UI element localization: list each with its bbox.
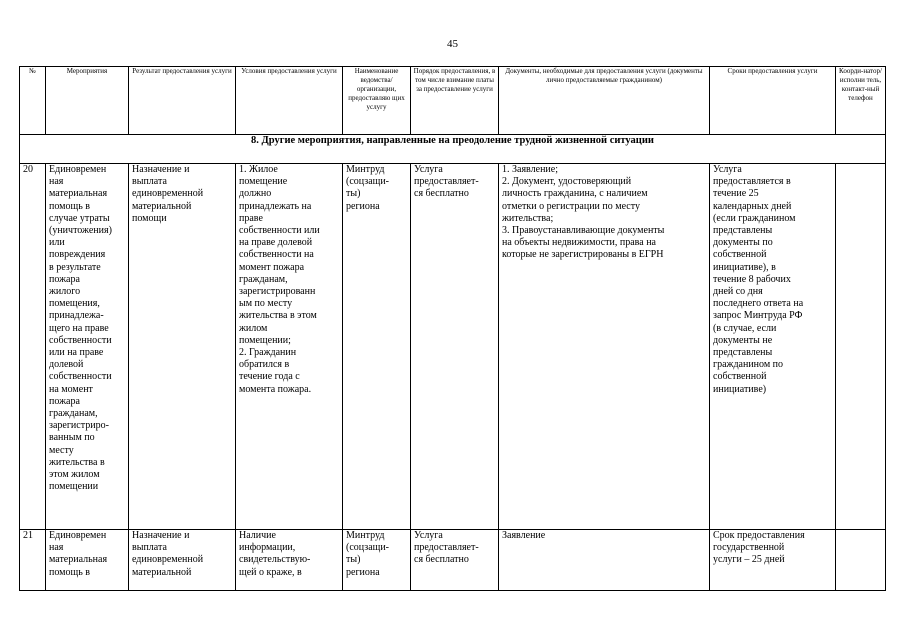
- cell-line: обратился в: [239, 359, 290, 371]
- cell-procedure: [411, 530, 499, 591]
- cell-line: ты): [346, 188, 361, 200]
- cell-line: собственной: [713, 249, 767, 261]
- header-number: №: [20, 67, 46, 135]
- cell-line: помощь в: [49, 200, 90, 212]
- cell-line: гражданам,: [49, 408, 98, 420]
- cell-line: (соцзащи-: [346, 176, 390, 188]
- line-list: [49, 530, 125, 579]
- cell-line: жительства в этом: [239, 310, 317, 322]
- cell-line: информации,: [239, 542, 296, 554]
- cell-event: [46, 164, 129, 530]
- cell-line: отметки о регистрации по месту: [502, 200, 640, 212]
- cell-line: которые не зарегистрированы в ЕГРН: [502, 249, 664, 261]
- cell-line: или на праве: [49, 347, 104, 359]
- header-procedure: Порядок предоставления, в том числе взимание платы за предоставление услуги: [411, 67, 499, 135]
- cell-line: инициативе), в: [713, 261, 776, 273]
- cell-result: [129, 530, 236, 591]
- cell-line: документы не: [713, 334, 773, 346]
- cell-line: выплата: [132, 542, 167, 554]
- cell-line: жительства в: [49, 456, 105, 468]
- cell-line: региона: [346, 566, 380, 578]
- header-documents: Документы, необходимые для предоставления услуги (документы лично предоставляемые гражданином): [499, 67, 710, 135]
- cell-line: последнего ответа на: [713, 298, 804, 310]
- cell-line: материальной: [132, 566, 192, 578]
- cell-line: жилого: [49, 286, 81, 298]
- cell-line: 2. Гражданин: [239, 347, 297, 359]
- cell-line: Единовремен: [49, 530, 107, 541]
- row-number: 21: [20, 530, 46, 591]
- cell-line: Услуга: [713, 164, 742, 175]
- cell-line: предоставляет-: [414, 176, 479, 188]
- cell-line: Минтруд: [346, 530, 385, 541]
- cell-line: щей о краже, в: [239, 566, 302, 578]
- cell-line: ная: [49, 542, 64, 554]
- cell-line: на праве долевой: [239, 237, 313, 249]
- cell-line: Заявление: [502, 530, 546, 541]
- cell-line: предоставляется в: [713, 176, 791, 188]
- cell-line: собственности: [49, 334, 112, 346]
- cell-line: жилом: [239, 322, 268, 334]
- cell-line: государственной: [713, 542, 785, 554]
- line-list: [713, 530, 832, 567]
- cell-line: инициативе): [713, 383, 767, 395]
- cell-line: зарегистриро-: [49, 420, 109, 432]
- cell-line: региона: [346, 200, 380, 212]
- cell-conditions: [236, 530, 343, 591]
- cell-line: помещение: [239, 176, 288, 188]
- cell-line: принадлежать на: [239, 200, 312, 212]
- cell-line: (соцзащи-: [346, 542, 390, 554]
- line-list: [414, 164, 495, 201]
- cell-line: случае утраты: [49, 212, 110, 224]
- cell-line: 1. Жилое: [239, 164, 278, 175]
- line-list: [239, 530, 339, 579]
- line-list: [502, 530, 706, 542]
- cell-line: момент пожара: [239, 261, 305, 273]
- cell-line: календарных дней: [713, 200, 792, 212]
- cell-line: Назначение и: [132, 164, 190, 175]
- cell-line: момента пожара.: [239, 383, 312, 395]
- cell-line: собственности или: [239, 225, 320, 237]
- header-agency: Наименование ведомства/ организации, предоставляю щих услугу: [343, 67, 411, 135]
- line-list: [239, 164, 339, 396]
- line-list: [49, 164, 125, 493]
- section-row: [20, 135, 886, 164]
- cell-line: единовременной: [132, 188, 204, 200]
- services-table: [19, 66, 886, 591]
- cell-line: (если гражданином: [713, 212, 796, 224]
- cell-line: (уничтожения): [49, 225, 112, 237]
- header-row: [20, 67, 886, 135]
- cell-line: единовременной: [132, 554, 204, 566]
- line-list: [132, 164, 232, 225]
- cell-line: собственности на: [239, 249, 314, 261]
- cell-coordinator: [836, 530, 886, 591]
- cell-line: выплата: [132, 176, 167, 188]
- row-number: 20: [20, 164, 46, 530]
- cell-line: услуги – 25 дней: [713, 554, 785, 566]
- cell-line: месту: [49, 444, 74, 456]
- cell-line: 3. Правоустанавливающие документы: [502, 225, 665, 237]
- cell-line: Услуга: [414, 164, 443, 175]
- cell-line: течение 25: [713, 188, 759, 200]
- cell-line: пожара: [49, 273, 80, 285]
- line-list: [713, 164, 832, 396]
- cell-line: принадлежа-: [49, 310, 104, 322]
- cell-line: щего на праве: [49, 322, 109, 334]
- header-result: Результат предоставления услуги: [129, 67, 236, 135]
- cell-line: Срок предоставления: [713, 530, 805, 541]
- cell-line: ная: [49, 176, 64, 188]
- cell-line: Услуга: [414, 530, 443, 541]
- cell-line: гражданином по: [713, 359, 784, 371]
- line-list: [346, 164, 407, 213]
- cell-line: ванным по: [49, 432, 95, 444]
- cell-line: помещении;: [239, 334, 291, 346]
- cell-line: материальная: [49, 554, 108, 566]
- cell-line: Назначение и: [132, 530, 190, 541]
- cell-agency: [343, 164, 411, 530]
- cell-line: запрос Минтруда РФ: [713, 310, 803, 322]
- cell-terms: [710, 530, 836, 591]
- cell-line: дней со дня: [713, 286, 763, 298]
- line-list: [502, 164, 706, 262]
- header-terms: Сроки предоставления услуги: [710, 67, 836, 135]
- cell-line: ся бесплатно: [414, 188, 469, 200]
- cell-line: ся бесплатно: [414, 554, 469, 566]
- cell-coordinator: [836, 164, 886, 530]
- cell-line: собственности: [49, 371, 112, 383]
- cell-line: долевой: [49, 359, 84, 371]
- cell-event: [46, 530, 129, 591]
- cell-line: пожара: [49, 395, 80, 407]
- cell-line: представлены: [713, 347, 773, 359]
- cell-line: гражданам,: [239, 273, 288, 285]
- cell-line: на момент: [49, 383, 93, 395]
- cell-line: повреждения: [49, 249, 106, 261]
- cell-line: помощь в: [49, 566, 90, 578]
- table-row: [20, 530, 886, 591]
- cell-line: праве: [239, 212, 263, 224]
- line-list: [132, 530, 232, 579]
- cell-line: или: [49, 237, 65, 249]
- cell-terms: [710, 164, 836, 530]
- cell-line: собственной: [713, 371, 767, 383]
- cell-line: на объекты недвижимости, права на: [502, 237, 656, 249]
- cell-line: жительства;: [502, 212, 554, 224]
- cell-line: течение года с: [239, 371, 300, 383]
- table-row: [20, 164, 886, 530]
- cell-line: материальная: [49, 188, 108, 200]
- cell-line: зарегистрированн: [239, 286, 316, 298]
- line-list: [346, 530, 407, 579]
- cell-result: [129, 164, 236, 530]
- cell-procedure: [411, 164, 499, 530]
- cell-line: свидетельствую-: [239, 554, 311, 566]
- header-conditions: Условия предоставления услуги: [236, 67, 343, 135]
- cell-line: течение 8 рабочих: [713, 273, 791, 285]
- line-list: [414, 530, 495, 567]
- cell-agency: [343, 530, 411, 591]
- cell-line: 1. Заявление;: [502, 164, 558, 175]
- section-title: 8. Другие мероприятия, направленные на преодоление трудной жизненной ситуации: [20, 135, 886, 164]
- cell-line: личность гражданина, с наличием: [502, 188, 648, 200]
- cell-line: этом жилом: [49, 469, 100, 481]
- cell-line: помещении: [49, 481, 99, 493]
- cell-line: помощи: [132, 212, 167, 224]
- cell-line: ты): [346, 554, 361, 566]
- cell-line: документы по: [713, 237, 773, 249]
- cell-line: Единовремен: [49, 164, 107, 175]
- header-event: Мероприятия: [46, 67, 129, 135]
- cell-line: предоставляет-: [414, 542, 479, 554]
- cell-documents: [499, 530, 710, 591]
- cell-line: помещения,: [49, 298, 100, 310]
- cell-line: Минтруд: [346, 164, 385, 175]
- cell-line: 2. Документ, удостоверяющий: [502, 176, 632, 188]
- cell-line: материальной: [132, 200, 192, 212]
- header-coordinator: Коорди-натор/ исполни тель, контакт-ный телефон: [836, 67, 886, 135]
- cell-line: Наличие: [239, 530, 276, 541]
- page-number: 45: [447, 38, 458, 50]
- cell-conditions: [236, 164, 343, 530]
- cell-line: (в случае, если: [713, 322, 777, 334]
- cell-documents: [499, 164, 710, 530]
- cell-line: представлены: [713, 225, 773, 237]
- cell-line: ым по месту: [239, 298, 293, 310]
- cell-line: должно: [239, 188, 272, 200]
- cell-line: в результате: [49, 261, 101, 273]
